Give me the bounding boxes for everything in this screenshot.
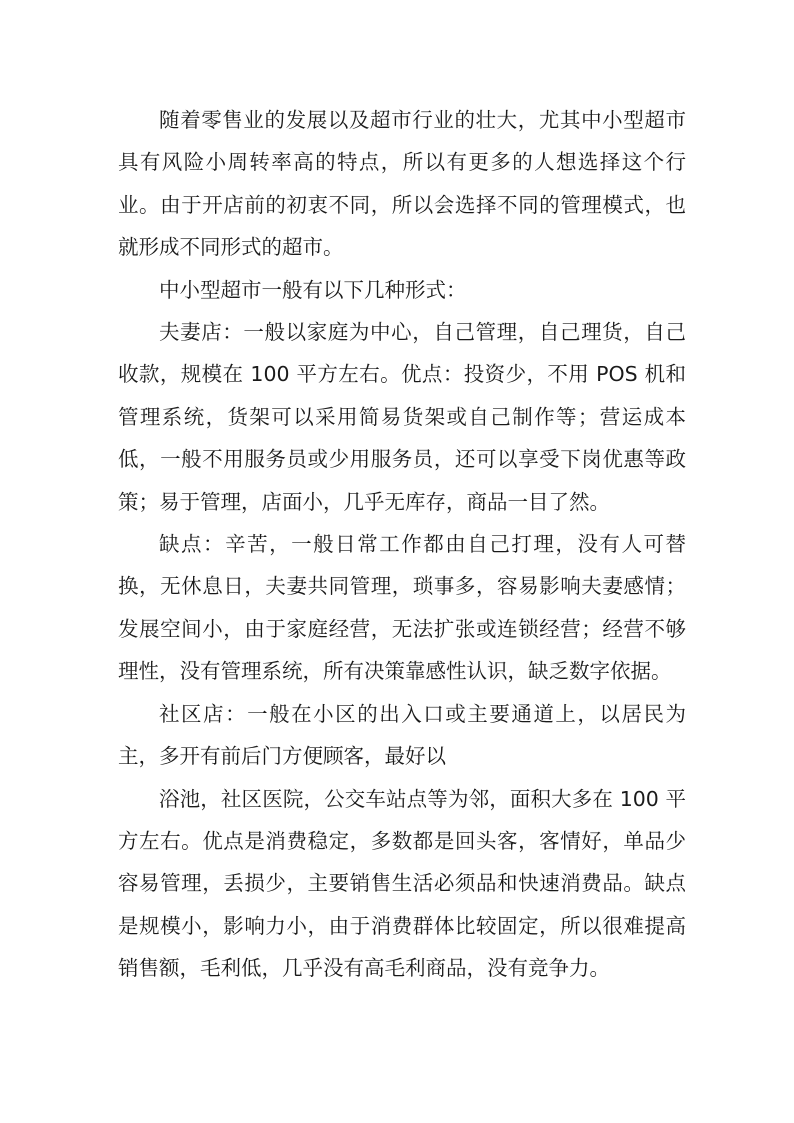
paragraph-forms-heading: 中小型超市一般有以下几种形式： <box>159 277 467 302</box>
document-body <box>118 99 686 990</box>
paragraph-couple-store-drawbacks: 缺点：辛苦，一般日常工作都由自己打理，没有人可替换，无休息日，夫妻共同管理，琐事多，容易影响夫妻感情；发展空间小，由于家庭经营，无法扩张或连锁经营；经营不够理性，没有管理系统，所有决策靠感性认识，缺乏数字依据。 <box>118 532 686 684</box>
paragraph-community-store-details: 浴池，社区医院，公交车站点等为邻，面积大多在 100 平方左右。优点是消费稳定，多数都是回头客，客情好，单品少容易管理，丢损少，主要销售生活必须品和快速消费品。缺点是规模小，影响力小，由于消费群体比较固定，所以很难提高销售额，毛利低，几乎没有高毛利商品，没有竞争力。 <box>118 786 686 981</box>
paragraph-couple-store: 夫妻店：一般以家庭为中心，自己管理，自己理货，自己收款，规模在 100 平方左右。优点：投资少，不用 POS 机和管理系统，货架可以采用简易货架或自己制作等；营运成本低，一般不用服务员或少用服务员，还可以享受下岗优惠等政策；易于管理，店面小，几乎无库存，商品一目了然。 <box>118 320 686 514</box>
paragraph-intro: 随着零售业的发展以及超市行业的壮大，尤其中小型超市具有风险小周转率高的特点，所以有更多的人想选择这个行业。由于开店前的初衷不同，所以会选择不同的管理模式，也就形成不同形式的超市。 <box>118 108 686 260</box>
paragraph-community-store: 社区店：一般在小区的出入口或主要通道上，以居民为主，多开有前后门方便顾客，最好以 <box>118 701 686 769</box>
